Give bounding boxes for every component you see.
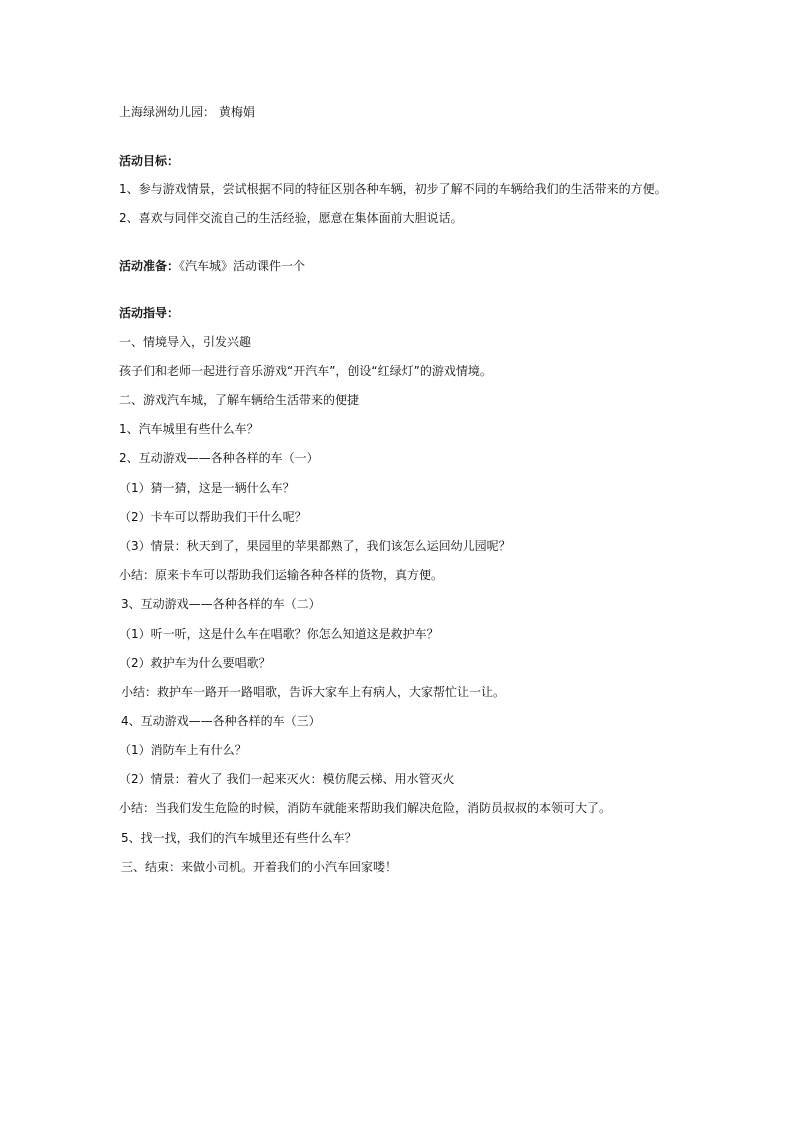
goals-heading: 活动目标： bbox=[119, 154, 180, 168]
guidance-line: （1）消防车上有什么？ bbox=[119, 743, 247, 757]
preparation-text: 《汽车城》活动课件一个 bbox=[179, 259, 306, 273]
guidance-line: 三、结束：来做小司机。开着我们的小汽车回家喽！ bbox=[121, 860, 398, 874]
guidance-line: 5、找一找，我们的汽车城里还有些什么车？ bbox=[121, 831, 357, 845]
guidance-line: 4、互动游戏——各种各样的车（三） bbox=[121, 714, 321, 728]
guidance-line: 1、汽车城里有些什么车？ bbox=[119, 422, 259, 436]
guidance-line: 二、游戏汽车城，了解车辆给生活带来的便捷 bbox=[119, 393, 360, 407]
author-line: 上海绿洲幼儿园： 黄梅娟 bbox=[119, 105, 255, 119]
guidance-line: 小结：救护车一路开一路唱歌，告诉大家车上有病人，大家帮忙让一让。 bbox=[121, 685, 506, 699]
goal-item: 1、参与游戏情景，尝试根据不同的特征区别各种车辆，初步了解不同的车辆给我们的生活带来的方便。 bbox=[119, 182, 667, 196]
guidance-line: （2）情景：着火了 我们一起来灭火：模仿爬云梯、用水管灭火 bbox=[119, 772, 455, 786]
guidance-line: 3、互动游戏——各种各样的车（二） bbox=[121, 597, 321, 611]
preparation-line bbox=[119, 258, 305, 274]
guidance-line: （2）卡车可以帮助我们干什么呢？ bbox=[119, 510, 307, 524]
preparation-heading: 活动准备： bbox=[119, 259, 180, 273]
guidance-line: 2、互动游戏——各种各样的车（一） bbox=[119, 451, 319, 465]
guidance-line: 孩子们和老师一起进行音乐游戏“开汽车”，创设“红绿灯”的游戏情境。 bbox=[119, 364, 492, 378]
guidance-line: （3）情景：秋天到了，果园里的苹果都熟了，我们该怎么运回幼儿园呢？ bbox=[119, 539, 511, 553]
guidance-line: 小结：当我们发生危险的时候，消防车就能来帮助我们解决危险，消防员叔叔的本领可大了。 bbox=[119, 801, 612, 815]
guidance-line: （1）听一听，这是什么车在唱歌？你怎么知道这是救护车？ bbox=[119, 627, 439, 641]
goal-item: 2、喜欢与同伴交流自己的生活经验，愿意在集体面前大胆说话。 bbox=[119, 211, 463, 225]
guidance-line: （2）救护车为什么要唱歌？ bbox=[119, 656, 271, 670]
guidance-line: 一、情境导入，引发兴趣 bbox=[119, 335, 252, 349]
guidance-heading: 活动指导： bbox=[119, 306, 180, 320]
guidance-line: 小结：原来卡车可以帮助我们运输各种各样的货物，真方便。 bbox=[119, 568, 444, 582]
guidance-line: （1）猜一猜，这是一辆什么车？ bbox=[119, 481, 295, 495]
